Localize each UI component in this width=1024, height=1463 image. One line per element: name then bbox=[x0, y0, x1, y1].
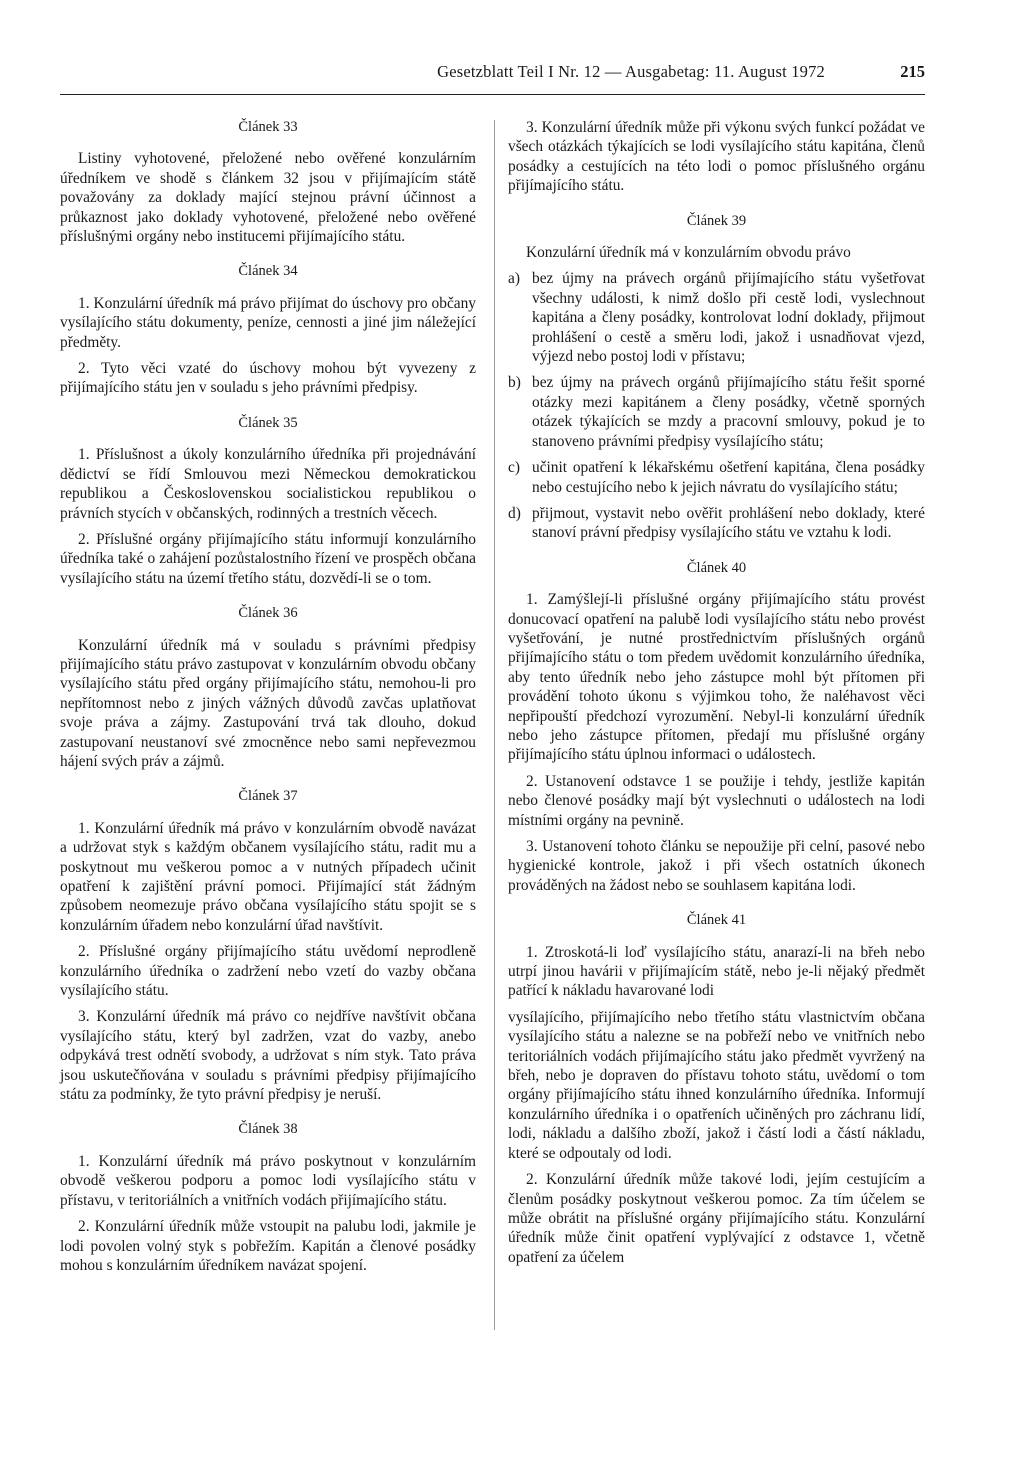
paragraph: 2. Příslušné orgány přijímajícího státu uvědomí neprodleně konzulárního úředníka o zadržení nebo vzetí do vazby občana vysílajícího státu. bbox=[60, 943, 476, 1000]
article-heading: Článek 40 bbox=[686, 559, 747, 576]
list-marker: d) bbox=[508, 504, 521, 522]
paragraph: 2. Konzulární úředník může vstoupit na palubu lodi, jakmile je lodi povolen volný styk s pobřežím. Kapitán a členové posádky mohou s konzulárním úředníkem navázat spojení. bbox=[60, 1218, 476, 1274]
list-item bbox=[508, 373, 925, 451]
article-41 bbox=[508, 911, 925, 1267]
column-divider bbox=[494, 120, 495, 1330]
paragraph: 3. Konzulární úředník může při výkonu svých funkcí požádat ve všech otázkách týkajících se lodi vysílajícího státu kapitána, členů posádky a cestujících na této lodi o pomoc příslušného orgánu přijímajícího státu. bbox=[508, 119, 925, 195]
paragraph: 1. Konzulární úředník má právo přijímat do úschovy pro občany vysílajícího státu dokumenty, peníze, cennosti a jiné jim náležející předměty. bbox=[60, 294, 476, 351]
page-number: 215 bbox=[900, 62, 925, 81]
list-item-text: bez újmy na právech orgánů přijímajícího státu vyšetřovat všechny události, k nimž došlo při cestě lodi, vyslechnout kapitána a členy posádky, kontrolovat lodní doklady, přijmout prohlášení o cestě a směru lodi, jakož i usnadňovat vjezd, výjezd nebo postoj lodi v přístavu; bbox=[532, 270, 925, 366]
paragraph: 1. Konzulární úředník má právo poskytnout v konzulárním obvodě veškerou podporu a pomoc lodi vysílajícího státu v přístavu, v teritoriálních a vnitřních vodách přijímajícího státu. bbox=[60, 1152, 476, 1209]
article-34 bbox=[60, 262, 476, 397]
list-item bbox=[508, 458, 925, 497]
paragraph: Konzulární úředník má v souladu s právními předpisy přijímajícího státu právo zastupovat v konzulárním obvodu občany vysílajícího státu před orgány přijímajícího státu, nemohou-li pro nepřítomnost nebo z jiných vážných důvodů zavčas uplatňovat svoje práva a zájmy. Zastupování trvá tak dlouho, dokud zastupovaní neustanoví své zmocněnce nebo sami nepřevezmou hájení svých práv a zájmů. bbox=[60, 636, 476, 770]
paragraph: 1. Ztroskotá-li loď vysílajícího státu, anarazí-li na břeh nebo utrpí jinou havárii v přijímajícím státě, nebo je-li nějaký předmět patřící k nákladu havarované lodi bbox=[508, 943, 925, 1000]
article-39 bbox=[508, 212, 925, 543]
article-heading: Článek 39 bbox=[686, 212, 747, 229]
paragraph: Listiny vyhotovené, přeložené nebo ověřené konzulárním úředníkem ve shodě s článkem 32 jsou v přijímajícím státě považovány za doklady mající stejnou právní účinnost a průkaznost jako doklady vyhotovené, přeložené nebo ověřené příslušnými orgány nebo institucemi přijímajícího státu. bbox=[60, 150, 476, 246]
list-marker: b) bbox=[508, 374, 521, 392]
paragraph: 1. Zamýšlejí-li příslušné orgány přijímajícího státu provést donucovací opatření na palubě lodi vysílajícího státu nebo provést vyšetřování, je nutné prostřednictvím příslušných orgánů přijímajícího státu o tom předem uvědomit konzulárního úředníka, aby tento úředník nebo jeho zástupce mohl být přítomen při provádění tohoto úkonu s výjimkou toho, že naléhavost věci nepřipouští předchozí vyrozumění. Nebyl-li konzulární úředník nebo jeho zástupce přítomen, předají mu příslušné orgány přijímajícího státu úplnou informaci o událostech. bbox=[508, 591, 925, 764]
article-35 bbox=[60, 414, 476, 588]
article-37 bbox=[60, 787, 476, 1104]
article-heading: Článek 38 bbox=[238, 1121, 298, 1138]
list-marker: a) bbox=[508, 270, 520, 288]
header-rule bbox=[60, 94, 925, 95]
article-heading: Článek 33 bbox=[238, 119, 298, 135]
list-item-text: přijmout, vystavit nebo ověřit prohlášení nebo doklady, které stanoví právní předpisy vysílajícího státu ve vztahu k lodi. bbox=[532, 504, 925, 542]
paragraph: 3. Ustanovení tohoto článku se nepoužije při celní, pasové nebo hygienické kontrole, jakož i při všech ostatních úkonech prováděných na žádost nebo se souhlasem kapitána lodi. bbox=[508, 838, 925, 894]
paragraph: 3. Konzulární úředník má právo co nejdříve navštívit občana vysílajícího státu, který byl zadržen, vzat do vazby, anebo odpykává trest odnětí svobody, a udržovat s ním styk. Tato práva jsou uskutečňována v souladu s právními předpisy přijímajícího státu za podmínky, že tyto právní předpisy je neruší. bbox=[60, 1008, 476, 1104]
list-marker: c) bbox=[508, 459, 520, 477]
article-36 bbox=[60, 604, 476, 771]
list-item bbox=[508, 269, 925, 366]
list-item-text: bez újmy na právech orgánů přijímajícího státu řešit sporné otázky mezi kapitánem a členy posádky, včetně sporných otázek týkajících se mzdy a pracovní smlouvy, pokud je to stanoveno právními předpisy vysílajícího státu; bbox=[532, 374, 925, 450]
paragraph: 2. Ustanovení odstavce 1 se použije i tehdy, jestliže kapitán nebo členové posádky mají být vyslechnuti o událostech na lodi místními orgány na pevnině. bbox=[508, 772, 925, 829]
paragraph: 1. Příslušnost a úkoly konzulárního úředníka při projednávání dědictví se řídí Smlouvou mezi Německou demokratickou republikou a Československou socialistickou republikou o právních stycích v občanských, rodinných a trestních věcech. bbox=[60, 446, 476, 522]
article-38 bbox=[60, 1120, 476, 1275]
article-heading: Článek 35 bbox=[238, 414, 298, 431]
right-column bbox=[508, 118, 925, 1283]
left-column bbox=[60, 118, 476, 1291]
paragraph: 2. Tyto věci vzaté do úschovy mohou být vyvezeny z přijímajícího státu jen v souladu s jeho právními předpisy. bbox=[60, 360, 476, 397]
article-38-continued bbox=[508, 118, 925, 196]
paragraph: 2. Příslušné orgány přijímajícího státu informují konzulárního úředníka také o zahájení pozůstalostního řízení ve prospěch občana vysílajícího státu na území třetího státu, dozvědí-li se o tom. bbox=[60, 530, 476, 587]
article-heading: Článek 41 bbox=[686, 912, 747, 929]
paragraph: 2. Konzulární úředník může takové lodi, jejím cestujícím a členům posádky poskytnout veškerou pomoc. Za tím účelem se může obrátit na příslušné orgány přijímajícího státu. Konzulární úředník může činit opatření vyplývající z odstavce 1, včetně opatření za účelem bbox=[508, 1171, 925, 1266]
article-heading: Článek 34 bbox=[238, 263, 298, 280]
page-header bbox=[60, 62, 925, 88]
gazette-title: Gesetzblatt Teil I Nr. 12 — Ausgabetag: 11. August 1972 bbox=[437, 62, 825, 81]
article-heading: Článek 37 bbox=[238, 788, 298, 805]
article-40 bbox=[508, 559, 925, 896]
article-33 bbox=[60, 118, 476, 246]
paragraph-continuation: vysílajícího, přijímajícího nebo třetího státu vlastnictvím občana vysílajícího státu a nalezne se na pobřeží nebo ve vnitřních nebo teritoriálních vodách přijímajícího státu jako předmět vyvržený na břeh, nebo je dopraven do přístavu tohoto státu, uvědomí o tom orgány přijímajícího státu ihned konzulárního úředníka. Informují konzulárního úředníka i o opatřeních učiněných pro záchranu lidí, lodi, nákladu a dalšího zboží, jakož i částí lodi a částí nákladu, které se odpoutaly od lodi. bbox=[508, 1008, 925, 1162]
paragraph: Konzulární úředník má v konzulárním obvodu právo bbox=[526, 244, 851, 262]
paragraph: 1. Konzulární úředník má právo v konzulárním obvodě navázat a udržovat styk s každým občanem vysílajícího státu, radit mu a poskytnout mu veškerou pomoc a v nutných případech učinit opatření k zajištění právní pomoci. Přijímající stát žádným způsobem neomezuje právo občana vysílajícího státu spojit se s konzulárním úřadem nebo konzulární úřad navštívit. bbox=[60, 819, 476, 934]
list-item bbox=[508, 504, 925, 543]
article-heading: Článek 36 bbox=[238, 605, 298, 622]
list-item-text: učinit opatření k lékařskému ošetření kapitána, člena posádky nebo cestujícího nebo k jejich návratu do vysílajícího státu; bbox=[532, 459, 925, 496]
